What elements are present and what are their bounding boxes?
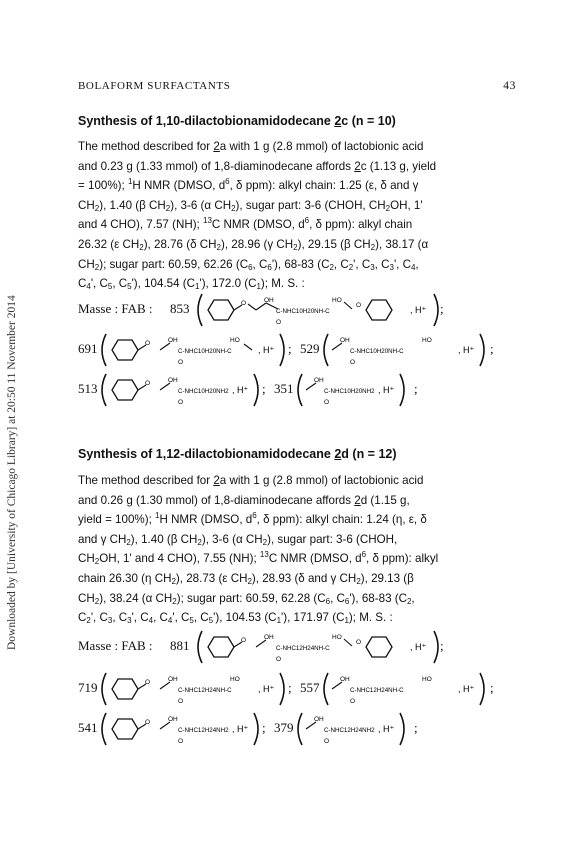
svg-text:, H⁺: , H⁺ <box>458 684 475 694</box>
svg-text:O: O <box>178 399 184 406</box>
text-line: 26.32 (ε $CH_2$), 28.76 (δ $CH_2$), 28.96 (γ $CH_2$), 29.15 (β $CH_2$), 38.17 (α <box>78 237 429 252</box>
ms-mz: 691 <box>78 341 98 356</box>
svg-text:OH: OH <box>168 337 178 344</box>
svg-text:C-NHC10H20NH2: C-NHC10H20NH2 <box>178 388 229 395</box>
chain-length: (n = 10) <box>351 114 396 128</box>
ms-row-541-379: 541 O OH C-NHC12H24NH2 O , H⁺ ; 379 OH C-NHC12H24NH2 O , H⁺ ; <box>78 712 523 746</box>
svg-text:OH: OH <box>264 297 274 304</box>
svg-text:O: O <box>324 738 330 745</box>
svg-text:C-NHC10H20NH2: C-NHC10H20NH2 <box>324 388 375 395</box>
text-line: chain 26.30 (η $CH_2$), 28.73 (ε $CH_2$), 28.93 (δ and γ $CH_2$), 29.13 (β <box>78 571 414 586</box>
svg-text:OH: OH <box>340 676 350 683</box>
ms-mz: 881 <box>170 638 190 653</box>
svg-text:C-NHC12H24NH2: C-NHC12H24NH2 <box>324 727 375 734</box>
svg-text:O: O <box>324 399 330 406</box>
text-line: yield = 100%); $^1$H NMR (DMSO, $d^6$, δ ppm): alkyl chain: 1.24 (η, ε, δ <box>78 511 427 527</box>
svg-text:O: O <box>178 738 184 745</box>
structure-fragment <box>102 672 312 706</box>
structure-fragment <box>324 333 524 367</box>
ms-row-691-529: 691 O OH C-NHC10H20NH-C O HO , H⁺ ; 529 OH C-NHC10H20NH-C O HO , H⁺ ; <box>78 333 523 367</box>
svg-text:C-NHC10H20NH-C: C-NHC10H20NH-C <box>350 348 404 355</box>
svg-text:O: O <box>145 719 151 726</box>
svg-text:, H⁺: , H⁺ <box>258 345 275 355</box>
svg-text:O: O <box>356 302 362 309</box>
ms-mz: 513 <box>78 381 98 396</box>
ms-mz: 351 <box>274 381 294 396</box>
text-line: $CH_2$), 38.24 (α $CH_2$); sugar part: 60.59, 62.28 ($C_6$, $C_6'$), 68-83 ($C_2$, <box>78 591 415 606</box>
svg-text:, H⁺: , H⁺ <box>458 345 475 355</box>
svg-text:HO: HO <box>332 297 342 304</box>
svg-text:HO: HO <box>332 634 342 641</box>
svg-text:O: O <box>145 380 151 387</box>
svg-text:OH: OH <box>314 377 324 384</box>
text-line: = 100%); $^1$H NMR (DMSO, $d^6$, δ ppm): alkyl chain: 1.25 (ε, δ and γ <box>78 177 419 193</box>
svg-text:OH: OH <box>264 634 274 641</box>
text-line: $CH_2OH$, 1' and 4 CHO), 7.55 (NH); $^{13}$C NMR (DMSO, $d^6$, δ ppm): alkyl <box>78 550 439 567</box>
svg-text:O: O <box>178 698 184 705</box>
svg-text:OH: OH <box>314 716 324 723</box>
svg-text:HO: HO <box>230 676 240 683</box>
svg-text:OH: OH <box>168 716 178 723</box>
download-watermark <box>6 210 20 650</box>
ms-mz: 557 <box>300 680 320 695</box>
download-watermark-text: Downloaded by [University of Chicago Library] at 20:50 11 November 2014 <box>6 295 18 650</box>
ms-row-719-557: 719 O OH C-NHC12H24NH-C O HO , H⁺ ; 557 OH C-NHC12H24NH-C O HO , H⁺ ; <box>78 672 523 706</box>
text-line: and 4 CHO), 7.57 (NH); $^{13}$C NMR (DMSO, $d^6$, δ ppm): alkyl chain <box>78 216 413 232</box>
text-line: $C_2'$, $C_3$, $C_3'$, $C_4$, $C_4'$, $C_5$, $C_5'$), 104.53 $(C_1')$, 171.97 $(C_1)$; M. S. : <box>78 611 393 626</box>
section-heading-2d <box>78 447 397 461</box>
svg-text:HO: HO <box>422 676 432 683</box>
svg-text:O: O <box>276 319 282 326</box>
compound-letter: d <box>341 447 349 461</box>
svg-text:C-NHC12H24NH-C: C-NHC12H24NH-C <box>350 687 404 694</box>
svg-text:C-NHC10H20NH-C: C-NHC10H20NH-C <box>178 348 232 355</box>
svg-text:HO: HO <box>230 337 240 344</box>
structure-dilactobionamide <box>198 630 488 664</box>
experimental-paragraph-2d <box>78 471 522 628</box>
svg-text:, H⁺: , H⁺ <box>410 642 427 652</box>
text-line: $CH_2$); sugar part: 60.59, 62.26 ($C_6$, $C_6'$), 68-83 ($C_2$, $C_2'$, $C_3$, $C_3'$, $C_4$, <box>78 257 419 272</box>
svg-text:O: O <box>241 637 247 644</box>
structure-fragment <box>298 373 478 407</box>
svg-text:O: O <box>145 679 151 686</box>
structure-fragment <box>324 672 524 706</box>
svg-text:C-NHC12H24NH2: C-NHC12H24NH2 <box>178 727 229 734</box>
ms-mz: 719 <box>78 680 98 695</box>
heading-text: Synthesis of 1,12-dilactobionamidodecane <box>78 447 331 461</box>
structure-fragment <box>102 333 312 367</box>
compound-number: 2 <box>334 447 342 461</box>
compound-number: 2 <box>334 114 342 128</box>
svg-text:O: O <box>350 698 356 705</box>
compound-letter: c <box>341 114 349 128</box>
text-line: and 0.26 g (1.30 mmol) of 1,8-diaminodecane affords 2d (1.15 g, <box>78 493 410 507</box>
svg-text:, H⁺: , H⁺ <box>410 305 427 315</box>
chain-length: (n = 12) <box>352 447 397 461</box>
svg-text:O: O <box>178 359 184 366</box>
ms-row-513-351: 513 O OH C-NHC10H20NH2 O , H⁺ ; 351 OH C-NHC10H20NH2 O , H⁺ ; <box>78 373 523 407</box>
svg-text:OH: OH <box>168 676 178 683</box>
ms-row-853: Masse : FAB : 853 O OH C-NHC10H20NH-C O HO O , H⁺ ; <box>78 293 523 327</box>
structure-dilactobionamide <box>198 293 488 327</box>
svg-text:, H⁺: , H⁺ <box>378 724 395 734</box>
ms-label: Masse : FAB : <box>78 638 153 653</box>
svg-text:C-NHC10H20NH-C: C-NHC10H20NH-C <box>276 308 330 315</box>
svg-text:O: O <box>350 359 356 366</box>
svg-text:, H⁺: , H⁺ <box>378 385 395 395</box>
text-line: and 0.23 g (1.33 mmol) of 1,8-diaminodecane affords 2c (1.13 g, yield <box>78 159 437 173</box>
ms-mz: 379 <box>274 720 294 735</box>
svg-text:C-NHC12H24NH-C: C-NHC12H24NH-C <box>276 645 330 652</box>
text-line: and γ $CH_2$), 1.40 (β $CH_2$), 3-6 (α $CH_2$), sugar part: 3-6 (CHOH, <box>78 532 398 547</box>
svg-text:HO: HO <box>422 337 432 344</box>
text-line: The method described for 2a with 1 g (2.8 mmol) of lactobionic acid <box>78 140 424 153</box>
svg-text:, H⁺: , H⁺ <box>258 684 275 694</box>
ms-label: Masse : FAB : <box>78 301 153 316</box>
svg-text:O: O <box>276 656 282 663</box>
section-heading-2c <box>78 114 396 128</box>
ms-mz: 541 <box>78 720 98 735</box>
svg-text:O: O <box>356 639 362 646</box>
svg-text:C-NHC12H24NH-C: C-NHC12H24NH-C <box>178 687 232 694</box>
svg-text:O: O <box>241 300 247 307</box>
ms-row-881: Masse : FAB : 881 O OH C-NHC12H24NH-C O HO O , H⁺ ; <box>78 630 523 664</box>
ms-mz: 529 <box>300 341 320 356</box>
svg-text:, H⁺: , H⁺ <box>232 385 249 395</box>
heading-text: Synthesis of 1,10-dilactobionamidodecane <box>78 114 331 128</box>
experimental-paragraph-2c <box>78 137 522 294</box>
structure-fragment <box>298 712 478 746</box>
svg-text:OH: OH <box>340 337 350 344</box>
svg-text:OH: OH <box>168 377 178 384</box>
ms-mz: 853 <box>170 301 190 316</box>
text-line: The method described for 2a with 1 g (2.8 mmol) of lactobionic acid <box>78 474 424 487</box>
running-title: BOLAFORM SURFACTANTS <box>78 80 231 92</box>
text-line: $C_4'$, $C_5$, $C_5'$), 104.54 $(C_1')$, 172.0 $(C_1)$; M. S. : <box>78 277 305 292</box>
svg-text:O: O <box>145 340 151 347</box>
svg-text:, H⁺: , H⁺ <box>232 724 249 734</box>
text-line: $CH_2$), 1.40 (β $CH_2$), 3-6 (α $CH_2$), sugar part: 3-6 (CHOH, $CH_2OH$, 1' <box>78 198 423 213</box>
running-header <box>78 80 516 96</box>
page-number: 43 <box>503 80 516 92</box>
